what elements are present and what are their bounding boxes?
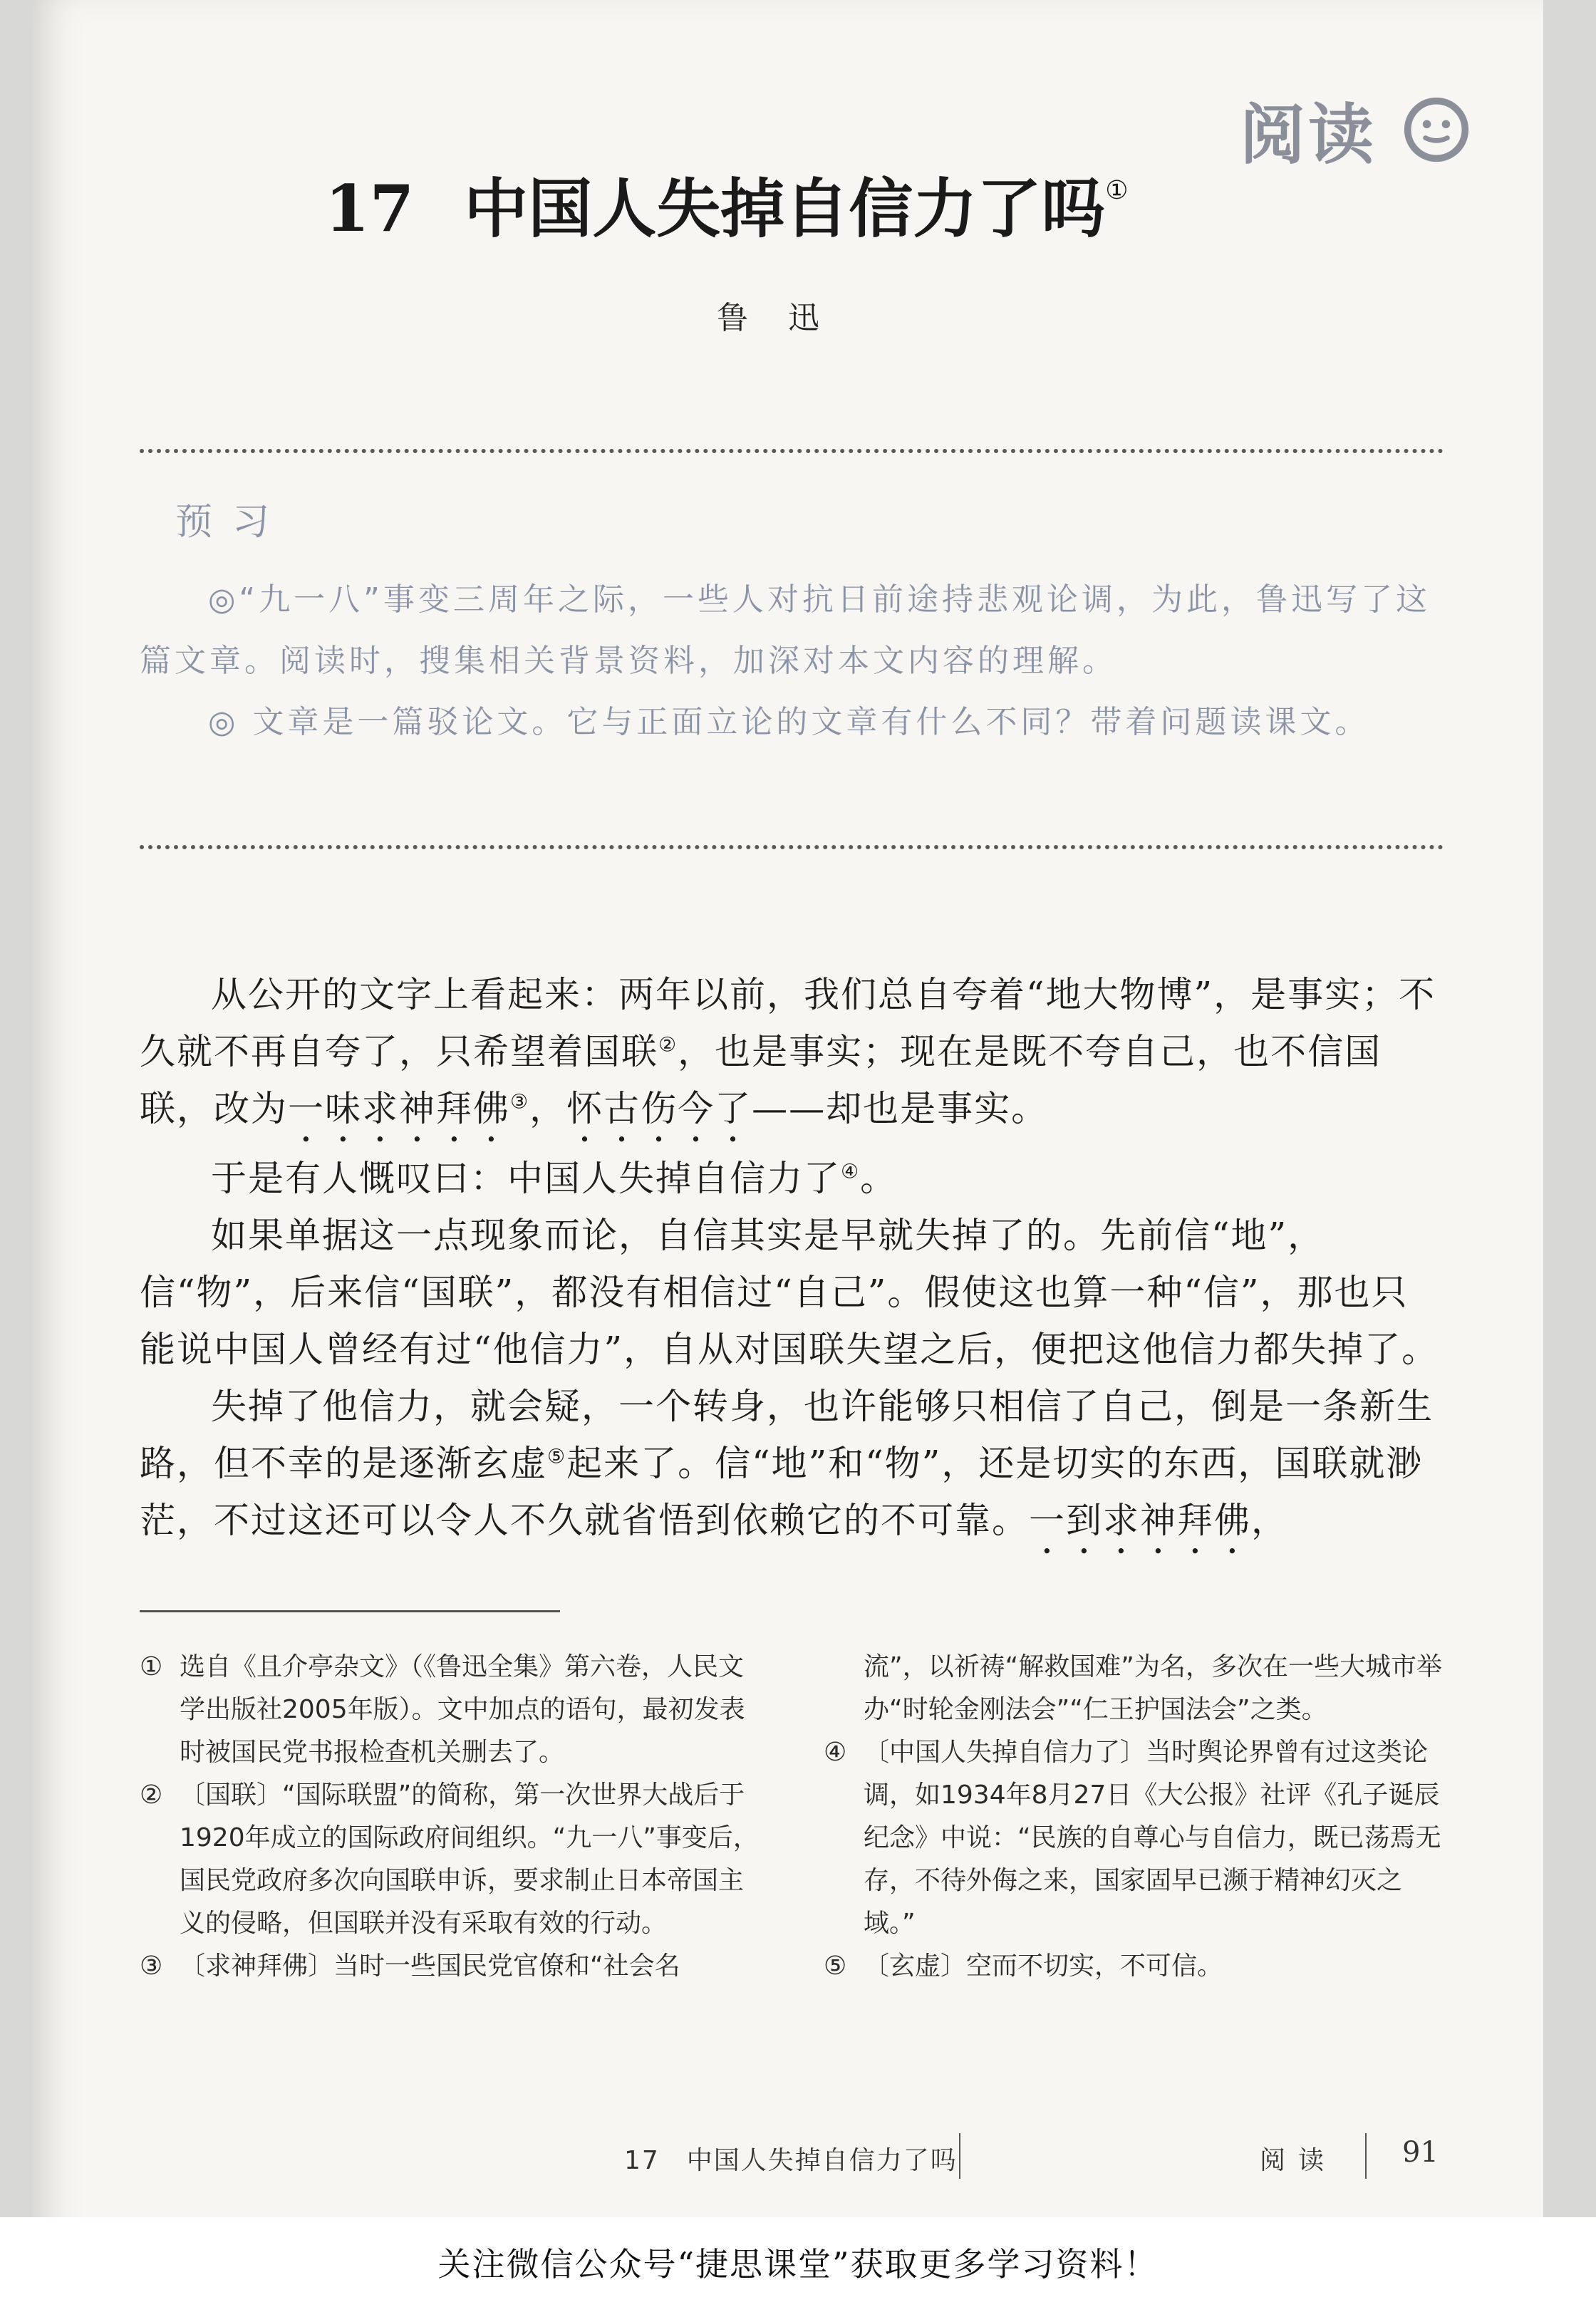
footnote-mark: ② [140,1780,163,1810]
title-note-ref: ① [1105,176,1129,205]
article-body [140,966,1444,1562]
section-badge [1240,83,1471,177]
footnote-4 [824,1731,1444,1945]
lesson-title [325,157,1129,249]
page-number: 91 [1402,2136,1439,2169]
text-run: ——却也是事实。 [752,1088,1049,1129]
footnote-text: 〔中国人失掉自信力了〕当时舆论界曾有过这类论调，如1934年8月27日《大公报》社评《孔子诞辰纪念》中说：“民族的自尊心与自信力，既已荡焉无存，不待外侮之来，国家固早已濒于精神幻灭之域。” [864,1738,1441,1938]
text-run: ， [529,1088,567,1129]
dotted-divider-top [140,449,1444,453]
footnote-ref: ② [658,1032,678,1057]
footnote-mark: ④ [824,1738,847,1767]
author: 鲁迅 [717,300,859,336]
footer-divider [1365,2133,1367,2179]
text-run: 失掉了他信力，就会疑，一个转身，也许能够只相信了自己，倒是一条新生路，但不幸的是逐渐玄虚 [140,1386,1434,1484]
footer-divider [959,2133,960,2179]
footnote-mark: ③ [140,1951,163,1981]
footnote-ref: ⑤ [547,1444,567,1468]
footnotes-right-column [824,1646,1444,1988]
footnote-ref: ③ [510,1089,530,1114]
dotted-divider-bottom [140,845,1444,849]
section-label: 阅读 [1239,96,1377,173]
emphasized-text: 怀古伤今了 [566,1088,752,1129]
footnote-text: 〔玄虚〕空而不切实，不可信。 [864,1951,1223,1981]
smile-icon [1402,95,1471,164]
paragraph-2 [140,1150,1444,1207]
footnote-2 [140,1774,760,1945]
preview-heading: 预习 [175,501,290,544]
footer-section: 阅读 [1260,2146,1337,2175]
watermark-text: 关注微信公众号“捷思课堂”获取更多学习资料！ [437,2245,1159,2283]
preview-item: ◎ 文章是一篇驳论文。它与正面立论的文章有什么不同？带着问题读课文。 [208,704,1370,740]
emphasized-text: 一到求神拜佛 [1029,1500,1251,1541]
footnote-3 [140,1945,760,1988]
footnote-mark: ⑤ [824,1951,847,1981]
text-run: 从公开的文字上看起来：两年以前，我们总自夸着“地大物博”，是事实；不久就不再自夸了，只希望着国联 [140,974,1436,1072]
footnote-5 [824,1945,1444,1988]
paragraph-1 [140,966,1444,1150]
footer-lesson-title: 17 中国人失掉自信力了吗 [624,2146,958,2175]
lesson-number: 17 [325,171,415,247]
text-run: 于是有人慨叹曰：中国人失掉自信力了 [211,1158,841,1199]
paragraph-4 [140,1378,1444,1562]
textbook-page [33,0,1543,2273]
text-run: 起来了。信“地”和“物”，还是切实的东西，国联就渺茫，不过这还可以令人不久就省悟到依赖它的不可靠。 [140,1443,1424,1541]
footnotes-left-column [140,1646,760,1988]
preview-item: ◎“九一八”事变三周年之际，一些人对抗日前途持悲观论调，为此，鲁迅写了这篇文章。阅读时，搜集相关背景资料，加深对本文内容的理解。 [140,581,1431,679]
footnote-3-continued: 流”，以祈祷“解救国难”为名，多次在一些大城市举办“时轮金刚法会”“仁王护国法会”之类。 [864,1652,1442,1724]
watermark-bar [0,2217,1596,2307]
page-footer [33,2133,1543,2190]
footnote-1 [140,1646,760,1774]
footnote-text: 选自《且介亭杂文》（《鲁迅全集》第六卷，人民文学出版社2005年版）。文中加点的语句，最初发表时被国民党书报检查机关删去了。 [180,1652,745,1767]
preview-box [140,492,1444,753]
text-run: ， [1251,1500,1288,1541]
emphasized-text: 一味求神拜佛 [288,1088,510,1129]
lesson-title-text: 中国人失掉自信力了吗 [464,171,1106,247]
footnote-ref: ④ [841,1159,861,1183]
footnote-rule [140,1610,560,1612]
footnote-text: 〔国联〕“国际联盟”的简称，第一次世界大战后于1920年成立的国际政府间组织。“九一八”事变后，国民党政府多次向国联申诉，要求制止日本帝国主义的侵略，但国联并没有采取有效的行动。 [180,1780,759,1938]
paragraph-3: 如果单据这一点现象而论，自信其实是早就失掉了的。先前信“地”，信“物”，后来信“国联”，都没有相信过“自己”。假使这也算一种“信”，那也只能说中国人曾经有过“他信力”，自从对国联失望之后，便把这他信力都失掉了。 [140,1215,1439,1370]
footnote-text: 〔求神拜佛〕当时一些国民党官僚和“社会名 [180,1951,680,1981]
text-run: 。 [860,1158,898,1199]
footnote-mark: ① [140,1652,163,1681]
text-run: ，也是事实；现在是既不夸自己，也不信国联，改为 [140,1031,1382,1129]
